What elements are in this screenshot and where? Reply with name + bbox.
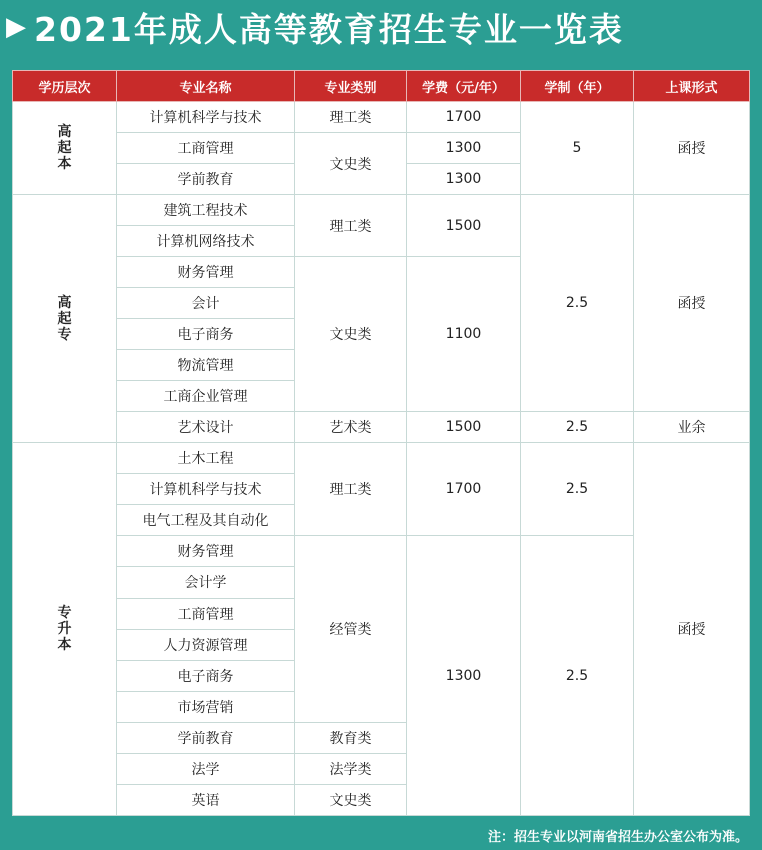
mode-cell: 函授 xyxy=(634,443,750,816)
major-cell: 土木工程 xyxy=(117,443,295,474)
major-cell: 艺术设计 xyxy=(117,412,295,443)
major-cell: 建筑工程技术 xyxy=(117,195,295,226)
major-cell: 学前教育 xyxy=(117,164,295,195)
fee-cell: 1500 xyxy=(407,412,521,443)
page-title xyxy=(6,2,762,52)
level-cell: 高起专 xyxy=(13,195,117,443)
table-row xyxy=(13,412,750,443)
fee-cell: 1100 xyxy=(407,257,521,412)
header-fee: 学费（元/年） xyxy=(407,71,521,102)
fee-cell: 1300 xyxy=(407,133,521,164)
fee-cell: 1300 xyxy=(407,536,521,816)
duration-cell: 2.5 xyxy=(521,195,634,412)
majors-table-container xyxy=(12,70,749,816)
duration-cell: 5 xyxy=(521,102,634,195)
duration-cell: 2.5 xyxy=(521,536,634,816)
major-cell: 计算机科学与技术 xyxy=(117,474,295,505)
category-cell: 文史类 xyxy=(295,257,407,412)
category-cell: 理工类 xyxy=(295,195,407,257)
major-cell: 财务管理 xyxy=(117,536,295,567)
play-triangle-icon: ▶ xyxy=(6,12,28,42)
major-cell: 英语 xyxy=(117,784,295,815)
mode-cell: 业余 xyxy=(634,412,750,443)
table-header-row xyxy=(13,71,750,102)
major-cell: 计算机网络技术 xyxy=(117,226,295,257)
major-cell: 工商管理 xyxy=(117,598,295,629)
header-major: 专业名称 xyxy=(117,71,295,102)
duration-cell: 2.5 xyxy=(521,412,634,443)
mode-cell: 函授 xyxy=(634,195,750,412)
major-cell: 学前教育 xyxy=(117,722,295,753)
page-title-text: 2021年成人高等教育招生专业一览表 xyxy=(34,9,624,49)
major-cell: 会计 xyxy=(117,288,295,319)
footnote: 注：招生专业以河南省招生办公室公布为准。 xyxy=(487,830,748,845)
category-cell: 理工类 xyxy=(295,102,407,133)
level-cell: 高起本 xyxy=(13,102,117,195)
major-cell: 计算机科学与技术 xyxy=(117,102,295,133)
major-cell: 会计学 xyxy=(117,567,295,598)
major-cell: 工商管理 xyxy=(117,133,295,164)
major-cell: 工商企业管理 xyxy=(117,381,295,412)
category-cell: 理工类 xyxy=(295,443,407,536)
table-row xyxy=(13,102,750,133)
major-cell: 人力资源管理 xyxy=(117,629,295,660)
header-level: 学历层次 xyxy=(13,71,117,102)
major-cell: 电子商务 xyxy=(117,660,295,691)
major-cell: 法学 xyxy=(117,753,295,784)
duration-cell: 2.5 xyxy=(521,443,634,536)
header-category: 专业类别 xyxy=(295,71,407,102)
fee-cell: 1300 xyxy=(407,164,521,195)
major-cell: 电子商务 xyxy=(117,319,295,350)
fee-cell: 1700 xyxy=(407,443,521,536)
category-cell: 文史类 xyxy=(295,133,407,195)
major-cell: 电气工程及其自动化 xyxy=(117,505,295,536)
header-duration: 学制（年） xyxy=(521,71,634,102)
fee-cell: 1700 xyxy=(407,102,521,133)
level-cell: 专升本 xyxy=(13,443,117,816)
fee-cell: 1500 xyxy=(407,195,521,257)
header-mode: 上课形式 xyxy=(634,71,750,102)
category-cell: 法学类 xyxy=(295,753,407,784)
table-row xyxy=(13,443,750,474)
category-cell: 经管类 xyxy=(295,536,407,722)
mode-cell: 函授 xyxy=(634,102,750,195)
major-cell: 市场营销 xyxy=(117,691,295,722)
table-row xyxy=(13,195,750,226)
category-cell: 教育类 xyxy=(295,722,407,753)
category-cell: 文史类 xyxy=(295,784,407,815)
major-cell: 财务管理 xyxy=(117,257,295,288)
major-cell: 物流管理 xyxy=(117,350,295,381)
category-cell: 艺术类 xyxy=(295,412,407,443)
majors-table xyxy=(12,70,750,816)
